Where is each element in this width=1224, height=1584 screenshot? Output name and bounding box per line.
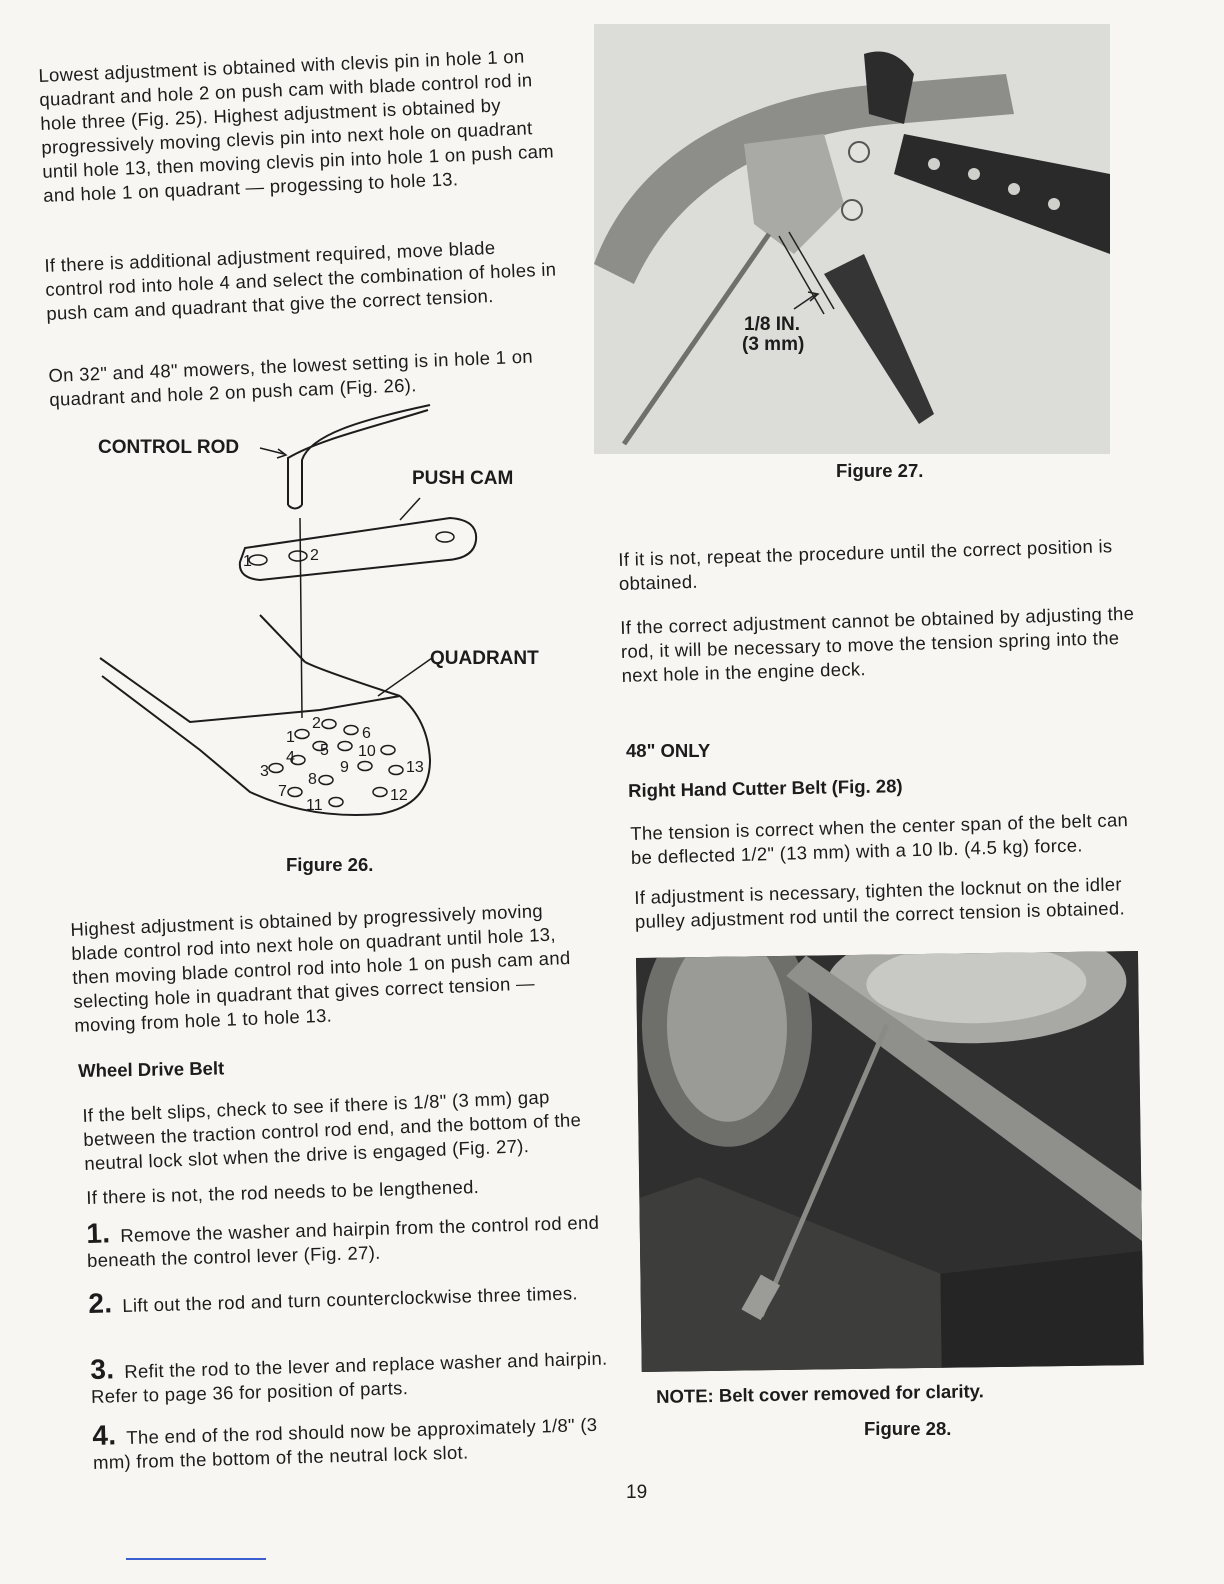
figure-28-caption: Figure 28.	[864, 1418, 952, 1439]
paragraph-additional-adjustment: If there is additional adjustment required, move blade control rod into hole 4 and select the combination of holes in push cam and quadrant that give the correct tension.	[44, 236, 557, 324]
figure-27-illustration	[594, 24, 1110, 454]
step-4	[92, 1409, 613, 1474]
paragraph-tighten-locknut: If adjustment is necessary, tighten the locknut on the idler pulley adjustment rod until the correct tension is obtained.	[634, 873, 1126, 932]
quadrant-pointer	[378, 658, 432, 696]
push-cam-label-2: 2	[310, 547, 319, 564]
figure-28-illustration	[636, 951, 1144, 1372]
figure-28-note: NOTE: Belt cover removed for clarity.	[656, 1380, 984, 1407]
step-1-text: Remove the washer and hairpin from the control rod end beneath the control lever (Fig. 27).	[86, 1211, 600, 1271]
quadrant-label-9: 9	[340, 759, 349, 776]
footer-rule	[126, 1558, 266, 1560]
clevis-pin-line	[300, 518, 302, 718]
gap-label-line-1: 1/8 IN.	[744, 314, 800, 335]
quadrant-edge-top	[260, 615, 305, 662]
quadrant-label-7: 7	[278, 783, 287, 800]
step-3	[90, 1343, 611, 1408]
quadrant-label-11: 11	[306, 797, 323, 814]
quadrant-label-8: 8	[308, 771, 317, 788]
paragraph-tension-spring: If the correct adjustment cannot be obtained by adjusting the rod, it will be necessary to move the tension spring into the next hole in the engine deck.	[620, 602, 1135, 686]
figure-28-photo	[636, 951, 1144, 1372]
paragraph-highest-adjustment: Highest adjustment is obtained by progressively moving blade control rod into next hole on quadrant until hole 13, then moving blade control rod into hole 1 on push cam and selecting hole in quadrant that gives correct tension — moving from hole 1 to hole 13.	[70, 900, 571, 1036]
label-control-rod: CONTROL ROD	[98, 437, 240, 458]
push-cam-label-1: 1	[243, 553, 252, 570]
heading-right-hand-cutter-belt: Right Hand Cutter Belt (Fig. 28)	[628, 775, 903, 801]
figure-26-diagram	[80, 400, 560, 840]
quadrant-arm-upper	[100, 658, 400, 722]
paragraph-32-48-mowers: On 32" and 48" mowers, the lowest setting is in hole 1 on quadrant and hole 2 on push cam (Fig. 26).	[48, 345, 534, 410]
paragraph-belt-slips: If the belt slips, check to see if there is 1/8" (3 mm) gap between the traction control rod end, and the bottom of the neutral lock slot when the drive is engaged (Fig. 27).	[82, 1086, 582, 1174]
heading-48-only: 48" ONLY	[626, 740, 711, 761]
quadrant-label-1: 1	[286, 729, 295, 746]
paragraph-repeat-procedure: If it is not, repeat the procedure until the correct position is obtained.	[618, 535, 1113, 594]
page-number: 19	[626, 1482, 648, 1503]
control-rod-line-a	[302, 405, 430, 505]
paragraph-rod-lengthened: If there is not, the rod needs to be lengthened.	[86, 1176, 480, 1208]
gap-label-line-2: (3 mm)	[742, 334, 805, 355]
quadrant-label-13: 13	[406, 759, 424, 776]
heading-wheel-drive-belt: Wheel Drive Belt	[78, 1057, 225, 1081]
quadrant-label-4: 4	[286, 749, 295, 766]
step-1	[86, 1207, 607, 1272]
step-2	[88, 1277, 609, 1319]
label-quadrant: QUADRANT	[430, 648, 539, 669]
step-3-number: 3.	[89, 1353, 115, 1385]
step-4-text: The end of the rod should now be approximately 1/8" (3 mm) from the bottom of the neutral lock slot.	[92, 1413, 598, 1473]
figure-26-caption: Figure 26.	[286, 854, 374, 875]
paragraph-lowest-adjustment: Lowest adjustment is obtained with clevis pin in hole 1 on quadrant and hole 2 on push cam with blade control rod in hole three (Fig. 25). Highest adjustment is obtained by progressively moving clevis pin into next hole on quadrant until hole 13, then moving clevis pin into hole 1 on push cam and hole 1 on quadrant — progessing to hole 13.	[38, 45, 555, 206]
paragraph-tension-correct: The tension is correct when the center span of the belt can be deflected 1/2" (13 mm) with a 10 lb. (4.5 kg) force.	[630, 809, 1129, 868]
step-4-number: 4.	[91, 1419, 117, 1451]
quadrant-plate-outline	[102, 676, 430, 815]
figure-27-photo	[594, 24, 1110, 454]
step-2-text: Lift out the rod and turn counterclockwise three times.	[122, 1282, 579, 1317]
quadrant-label-3: 3	[260, 763, 269, 780]
label-push-cam: PUSH CAM	[412, 468, 514, 489]
push-cam-hole-2	[289, 551, 307, 561]
quadrant-label-12: 12	[390, 787, 408, 804]
push-cam-hole-end	[436, 532, 454, 542]
quadrant-label-2: 2	[312, 715, 321, 732]
push-cam-plate	[240, 518, 476, 580]
step-1-number: 1.	[85, 1217, 111, 1249]
step-2-number: 2.	[87, 1287, 113, 1319]
quadrant-label-5: 5	[320, 742, 329, 759]
quadrant-label-10: 10	[358, 743, 376, 760]
figure-27-caption: Figure 27.	[836, 460, 924, 481]
control-rod-end	[288, 505, 302, 509]
step-3-text: Refit the rod to the lever and replace washer and hairpin. Refer to page 36 for position of parts.	[90, 1347, 608, 1407]
quadrant-label-6: 6	[362, 725, 371, 742]
push-cam-pointer	[400, 498, 420, 520]
